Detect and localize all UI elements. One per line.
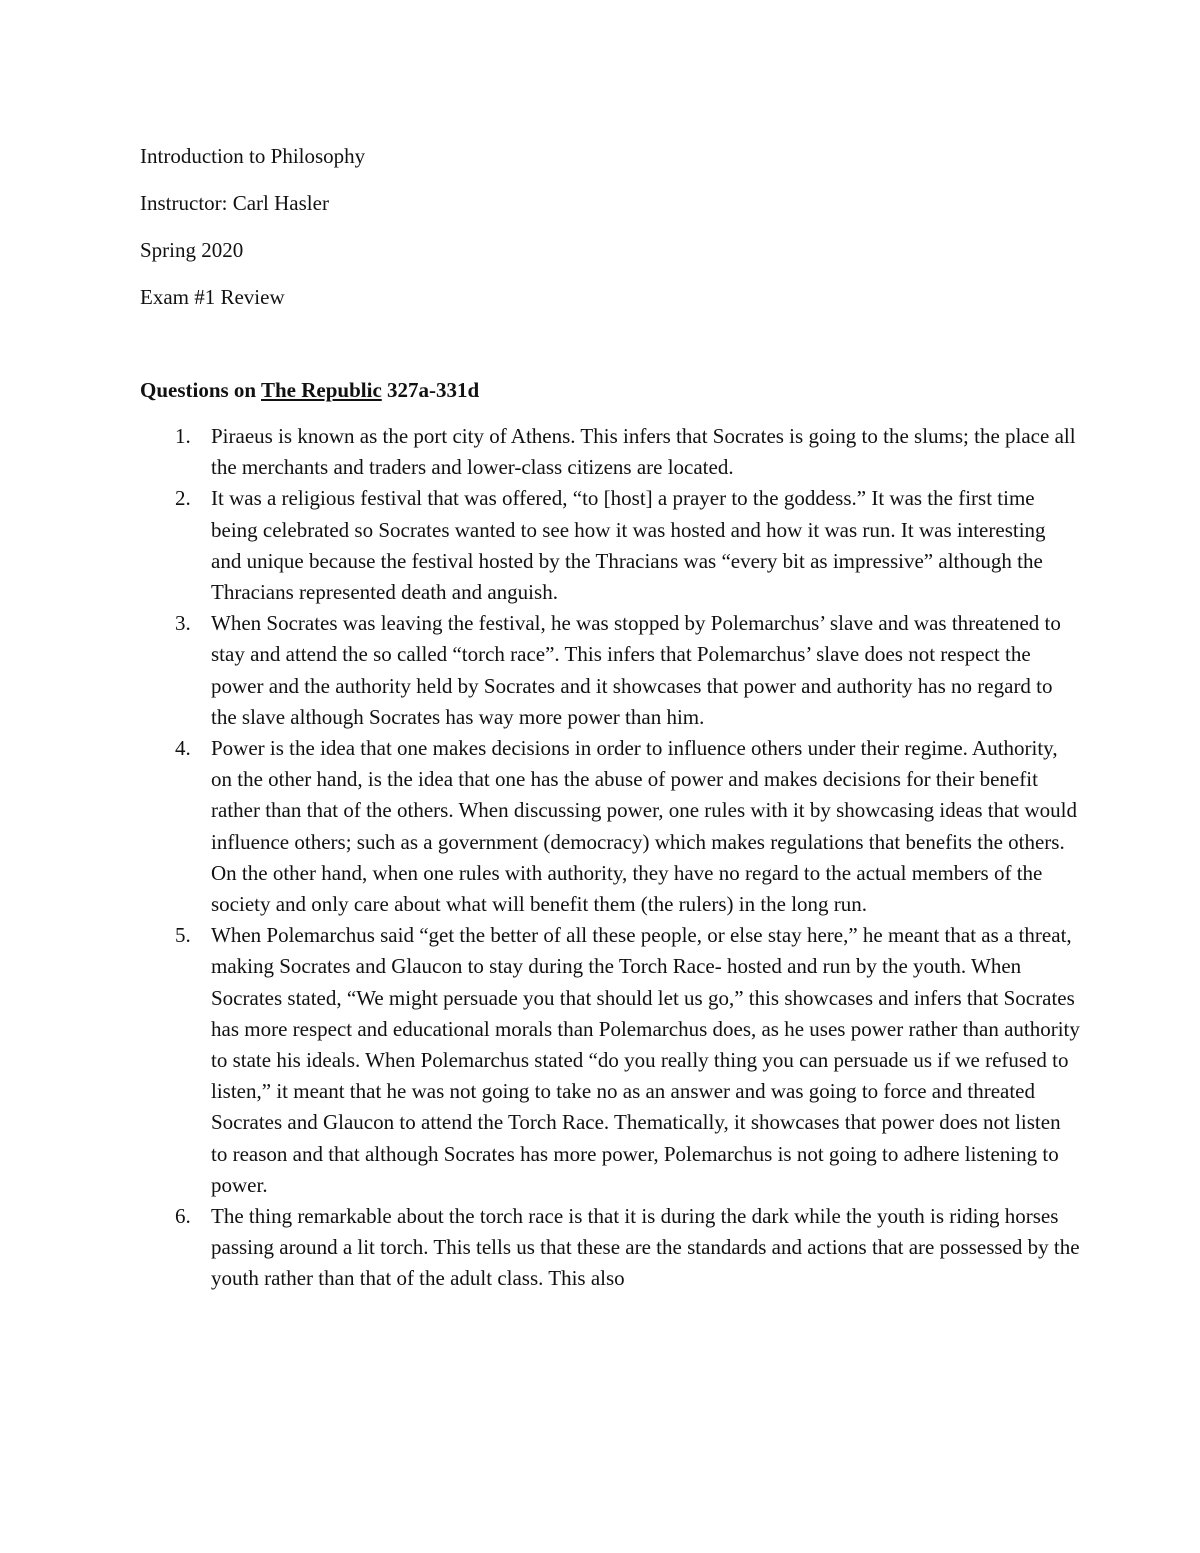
answer-number: 5. bbox=[175, 923, 191, 948]
assignment-title: Exam #1 Review bbox=[140, 285, 285, 309]
answer-number: 4. bbox=[175, 736, 191, 761]
answer-number: 2. bbox=[175, 486, 191, 511]
instructor-line: Instructor: Carl Hasler bbox=[140, 191, 329, 215]
answer-number: 1. bbox=[175, 424, 191, 448]
answer-number: 3. bbox=[175, 611, 191, 636]
answer-item bbox=[140, 483, 1080, 608]
answer-item bbox=[140, 1201, 1080, 1295]
answer-text: When Polemarchus said “get the better of all these people, or else stay here,” he meant that as a threat, making Socrates and Glaucon to stay during the Torch Race- hosted and run by the youth. When Socrates stated, “We might persuade you that should let us go,” this showcases and infers that Socrates has more respect and educational morals than Polemarchus does, as he uses power rather than authority to state his ideals. When Polemarchus stated “do you really thing you can persuade us if we refused to listen,” it meant that he was not going to take no as an answer and was going to force and threated Socrates and Glaucon to attend the Torch Race. Thematically, it showcases that power does not listen to reason and that although Socrates has more power, Polemarchus is not going to adhere listening to power. bbox=[211, 923, 1080, 1197]
answer-item bbox=[140, 733, 1080, 920]
answer-item bbox=[140, 920, 1080, 1201]
answer-text: The thing remarkable about the torch race is that it is during the dark while the youth is riding horses passing around a lit torch. This tells us that these are the standards and actions that are possessed by the youth rather than that of the adult class. This also bbox=[211, 1204, 1080, 1291]
answer-item bbox=[140, 421, 1080, 483]
answer-text: Piraeus is known as the port city of Athens. This infers that Socrates is going to the slums; the place all the merchants and traders and lower-class citizens are located. bbox=[211, 424, 1076, 480]
answer-number: 6. bbox=[175, 1204, 191, 1229]
answer-text: It was a religious festival that was offered, “to [host] a prayer to the goddess.” It was the first time being celebrated so Socrates wanted to see how it was hosted and how it was run. It was interesting and unique because the festival hosted by the Thracians was “every bit as impressive” although the Thracians represented death and anguish. bbox=[211, 486, 1046, 605]
answer-text: Power is the idea that one makes decisions in order to influence others under their regime. Authority, on the other hand, is the idea that one has the abuse of power and makes decisions for their benefit rather than that of the others. When discussing power, one rules with it by showcasing ideas that would influence others; such as a government (democracy) which makes regulations that benefits the others. On the other hand, when one rules with authority, they have no regard to the actual members of the society and only care about what will benefit them (the rulers) in the long run. bbox=[211, 736, 1078, 917]
course-title: Introduction to Philosophy bbox=[140, 144, 366, 168]
book-title: The Republic bbox=[261, 378, 382, 402]
section-heading bbox=[140, 377, 479, 403]
section-heading-prefix: Questions on bbox=[140, 378, 261, 402]
section-heading-range: 327a-331d bbox=[381, 378, 480, 402]
answers-list bbox=[140, 421, 1080, 1295]
answer-item bbox=[140, 608, 1080, 733]
term-line: Spring 2020 bbox=[140, 238, 244, 262]
answer-text: When Socrates was leaving the festival, he was stopped by Polemarchus’ slave and was threatened to stay and attend the so called “torch race”. This infers that Polemarchus’ slave does not respect the power and the authority held by Socrates and it showcases that power and authority has no regard to the slave although Socrates has way more power than him. bbox=[211, 611, 1061, 729]
